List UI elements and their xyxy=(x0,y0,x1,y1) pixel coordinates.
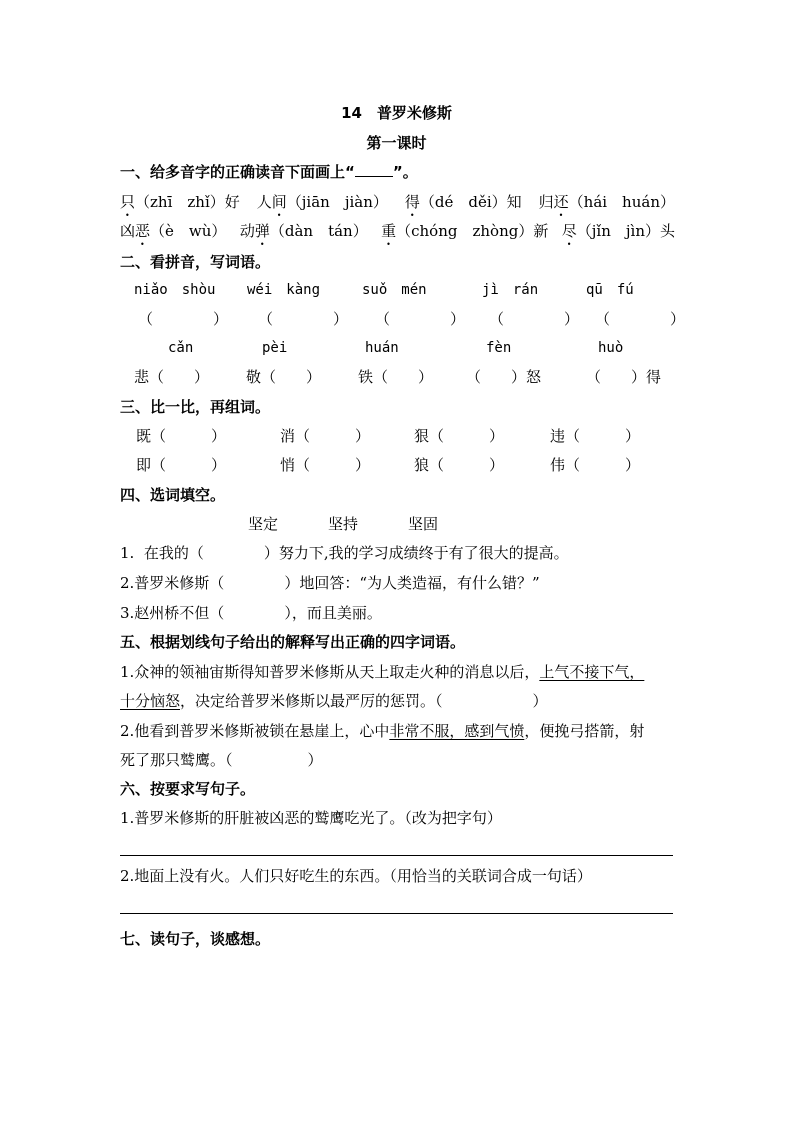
section-6-heading: 六、按要求写句子。 xyxy=(120,780,256,798)
underline-blank xyxy=(355,162,393,177)
heading-text-end: ”。 xyxy=(392,163,418,181)
polyphone-item: 只（zhī zhǐ）好 xyxy=(120,193,240,211)
answer-line[interactable] xyxy=(120,855,673,856)
word-blank[interactable]: 铁（ ） xyxy=(358,368,434,386)
idiom-item-1: 1.众神的领袖宙斯得知普罗米修斯从天上取走火种的消息以后，上气不接下气， xyxy=(120,663,645,681)
compare-item[interactable]: 即（ ） xyxy=(136,456,227,474)
polyphone-item: 得（dé děi）知 xyxy=(404,193,522,211)
answer-blank[interactable]: （ ） xyxy=(595,310,686,328)
pinyin-10: huò xyxy=(598,340,624,356)
compare-item[interactable]: 违（ ） xyxy=(550,427,641,445)
section-2-heading: 二、看拼音，写词语。 xyxy=(120,253,271,271)
compare-item[interactable]: 伟（ ） xyxy=(550,456,641,474)
heading-text: 一、给多音字的正确读音下面画上“ xyxy=(120,163,355,181)
polyphone-line-1 xyxy=(120,192,675,220)
answer-line[interactable] xyxy=(120,913,673,914)
compare-item[interactable]: 狼（ ） xyxy=(414,456,505,474)
polyphone-item: 动弹（dàn tán） xyxy=(239,222,368,240)
section-4-heading: 四、选词填空。 xyxy=(120,486,226,504)
fill-item-3: 3.赵州桥不但（ ），而且美丽。 xyxy=(120,604,382,622)
polyphone-item: 凶恶（è wù） xyxy=(120,222,227,240)
rewrite-item-2: 2.地面上没有火。人们只好吃生的东西。（用恰当的关联词合成一句话） xyxy=(120,867,592,885)
word-choice: 坚定 xyxy=(248,515,279,533)
pinyin-4: jì rán xyxy=(482,282,539,298)
compare-item[interactable]: 悄（ ） xyxy=(280,456,371,474)
word-blank[interactable]: 悲（ ） xyxy=(134,368,210,386)
pinyin-1: niǎo shòu xyxy=(134,282,216,298)
pinyin-3: suǒ mén xyxy=(362,282,427,298)
lesson-subtitle: 第一课时 xyxy=(366,134,427,152)
pinyin-5: qū fú xyxy=(586,282,634,298)
word-choice: 坚持 xyxy=(328,515,359,533)
section-7-heading: 七、读句子，谈感想。 xyxy=(120,930,271,948)
pinyin-7: pèi xyxy=(262,340,288,356)
compare-item[interactable]: 狠（ ） xyxy=(414,427,505,445)
word-choice: 坚固 xyxy=(408,515,439,533)
word-blank[interactable]: （ ）得 xyxy=(586,368,662,386)
answer-blank[interactable]: （ ） xyxy=(375,310,466,328)
pinyin-6: cǎn xyxy=(168,340,194,356)
fill-item-2: 2.普罗米修斯（ ）地回答：“为人类造福，有什么错？” xyxy=(120,574,540,592)
polyphone-item: 重（chóng zhòng）新 xyxy=(381,222,549,240)
pinyin-2: wéi kàng xyxy=(247,282,321,298)
polyphone-item: 归还（hái huán） xyxy=(538,193,675,211)
polyphone-item: 尽（jǐn jìn）头 xyxy=(561,222,675,240)
pinyin-9: fèn xyxy=(486,340,512,356)
lesson-title: 14 普罗米修斯 xyxy=(341,104,452,122)
idiom-item-2: 2.他看到普罗米修斯被锁在悬崖上，心中非常不服，感到气愤，便挽弓搭箭，射 xyxy=(120,722,645,740)
word-blank[interactable]: 敬（ ） xyxy=(246,368,322,386)
answer-blank[interactable]: （ ） xyxy=(258,310,349,328)
idiom-item-1-cont: 十分恼怒，决定给普罗米修斯以最严厉的惩罚。（ ） xyxy=(120,692,548,710)
word-blank[interactable]: （ ）怒 xyxy=(466,368,542,386)
pinyin-8: huán xyxy=(365,340,399,356)
section-5-heading: 五、根据划线句子给出的解释写出正确的四字词语。 xyxy=(120,633,466,651)
idiom-item-2-cont: 死了那只鹫鹰。（ ） xyxy=(120,751,323,769)
rewrite-item-1: 1.普罗米修斯的肝脏被凶恶的鹫鹰吃光了。（改为把字句） xyxy=(120,809,502,827)
compare-item[interactable]: 消（ ） xyxy=(280,427,371,445)
compare-item[interactable]: 既（ ） xyxy=(136,427,227,445)
answer-blank[interactable]: （ ） xyxy=(489,310,580,328)
fill-item-1: 1. 在我的（ ）努力下,我的学习成绩终于有了很大的提高。 xyxy=(120,544,569,562)
section-1-heading xyxy=(120,162,418,182)
polyphone-line-2 xyxy=(120,221,675,249)
polyphone-item: 人间（jiān jiàn） xyxy=(256,193,388,211)
section-3-heading: 三、比一比，再组词。 xyxy=(120,398,271,416)
answer-blank[interactable]: （ ） xyxy=(138,310,229,328)
